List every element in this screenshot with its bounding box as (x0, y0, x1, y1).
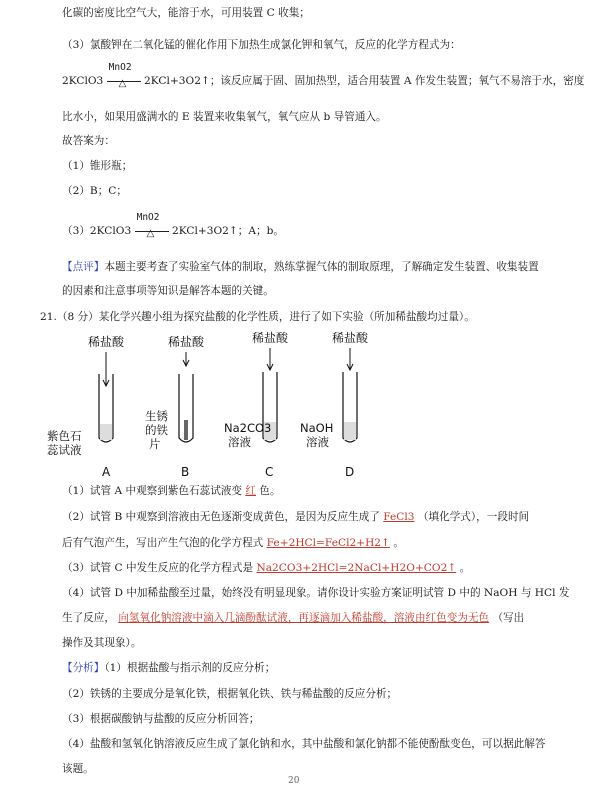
acid-label: 稀盐酸 (252, 331, 289, 345)
analysis-line: （3）根据碳酸钠与盐酸的反应分析回答； (62, 713, 260, 725)
tube-letter: A (102, 465, 111, 478)
sub-question: 生了反应， 向氢氧化钠溶液中滴入几滴酚酞试液，再逐滴加入稀盐酸，溶液由红色变为无色 （写出 (62, 612, 525, 624)
tube-label: Na2CO3 (224, 421, 272, 435)
tube-label: 生锈 (145, 409, 168, 423)
tube-letter: C (265, 465, 274, 478)
equation-arrow (135, 212, 169, 239)
sub-question: 操作及其现象）。 (62, 637, 142, 649)
liquid (344, 422, 356, 440)
question-title: 21.（8 分）某化学兴趣小组为探究盐酸的化学性质，进行了如下实验（所加稀盐酸均过量）。 (40, 311, 475, 323)
tube-label: 片 (149, 437, 161, 451)
tube-label: 紫色石 (47, 429, 82, 443)
analysis-line: 该题。 (62, 763, 94, 775)
text-line: 化碳的密度比空气大，能溶于水，可用装置 C 收集； (62, 7, 310, 19)
analysis-tag: 【分析】 (62, 662, 105, 674)
answer-heading: 故答案为： (62, 135, 115, 147)
equation-right: 2KCl+3O2↑；该反应属于固、固加热型，适合用装置 A 作发生装置；氧气不易溶于水，密度 (144, 75, 585, 87)
comment-tag: 【点评】 (62, 261, 105, 273)
tube-label: 的铁 (145, 423, 168, 437)
catalyst-label: MnO2 (108, 62, 132, 73)
page-number: 20 (288, 776, 300, 786)
sub-question: （4）试管 D 中加稀盐酸至过量，始终没有明显现象。请你设计实验方案证明试管 D 中的 NaOH 与 HCl 发 (62, 587, 570, 599)
heat-symbol: △ (146, 228, 155, 239)
acid-label: 稀盐酸 (88, 335, 125, 349)
tube-label: 溶液 (228, 435, 251, 449)
text-line: （3）氯酸钾在二氧化锰的催化作用下加热生成氯化钾和氧气，反应的化学方程式为： (62, 39, 461, 51)
tube-letter: B (181, 465, 190, 478)
comment-line: 的因素和注意事项等知识是解答本题的关键。 (62, 285, 274, 297)
answer-blank: FeCl3 (383, 511, 415, 523)
iron-sheet (184, 420, 188, 440)
experiment-figure (0, 328, 594, 478)
answer-item: （3）2KClO3 $\frac{\text{MnO2}}{\triangle}$ 2KCl+3O2↑；A；b。 (62, 212, 284, 239)
analysis-line: 【分析】（1）根据盐酸与指示剂的反应分析； (62, 662, 276, 674)
tube-label: 蕊试液 (47, 443, 82, 457)
answer-blank: 红 (245, 485, 256, 497)
analysis-line: （2）铁锈的主要成分是氧化铁，根据氧化铁、铁与稀盐酸的反应分析； (62, 688, 398, 700)
heat-symbol: △ (118, 78, 127, 89)
sub-question: （1）试管 A 中观察到紫色石蕊试液变 红 色。 (62, 485, 281, 497)
tube-letter: D (345, 465, 355, 478)
catalyst-label: MnO2 (136, 212, 160, 223)
sub-question: 后有气泡产生，写出产生气泡的化学方程式 Fe+2HCl=FeCl2+H2↑ 。 (62, 537, 404, 549)
equation-left: 2KClO3 (62, 75, 104, 87)
answer-blank: Fe+2HCl=FeCl2+H2↑ (266, 537, 390, 549)
equation-arrow (107, 62, 141, 89)
comment-line: 【点评】本题主要考查了实验室气体的制取，熟练掌握气体的制取原理，了解确定发生装置、收集装置 (62, 261, 539, 273)
sub-question: （2）试管 B 中观察到溶液由无色逐渐变成黄色，是因为反应生成了 FeCl3 （填化学式），一段时间 (62, 511, 530, 523)
analysis-line: （4）盐酸和氢氧化钠溶液反应生成了氯化钠和水，其中盐酸和氯化钠都不能使酚酞变色，可以据此解答 (62, 738, 546, 750)
answer-item: （1）锥形瓶； (62, 160, 133, 172)
tube-label: 溶液 (306, 435, 329, 449)
acid-label: 稀盐酸 (332, 331, 369, 345)
tube-label: NaOH (300, 421, 334, 435)
liquid (100, 424, 112, 440)
answer-item: （2）B；C； (62, 185, 128, 197)
acid-label: 稀盐酸 (168, 335, 205, 349)
sub-question: （3）试管 C 中发生反应的化学方程式是 Na2CO3+2HCl=2NaCl+H2O+CO2↑ 。 (62, 562, 471, 574)
answer-blank: 向氢氧化钠溶液中滴入几滴酚酞试液，再逐滴加入稀盐酸，溶液由红色变为无色 (118, 612, 490, 624)
answer-blank: Na2CO3+2HCl=2NaCl+H2O+CO2↑ (256, 562, 457, 574)
equation-line (62, 62, 585, 89)
text-line: 比水小，如果用盛满水的 E 装置来收集氧气，氧气应从 b 导管通入。 (62, 111, 387, 123)
